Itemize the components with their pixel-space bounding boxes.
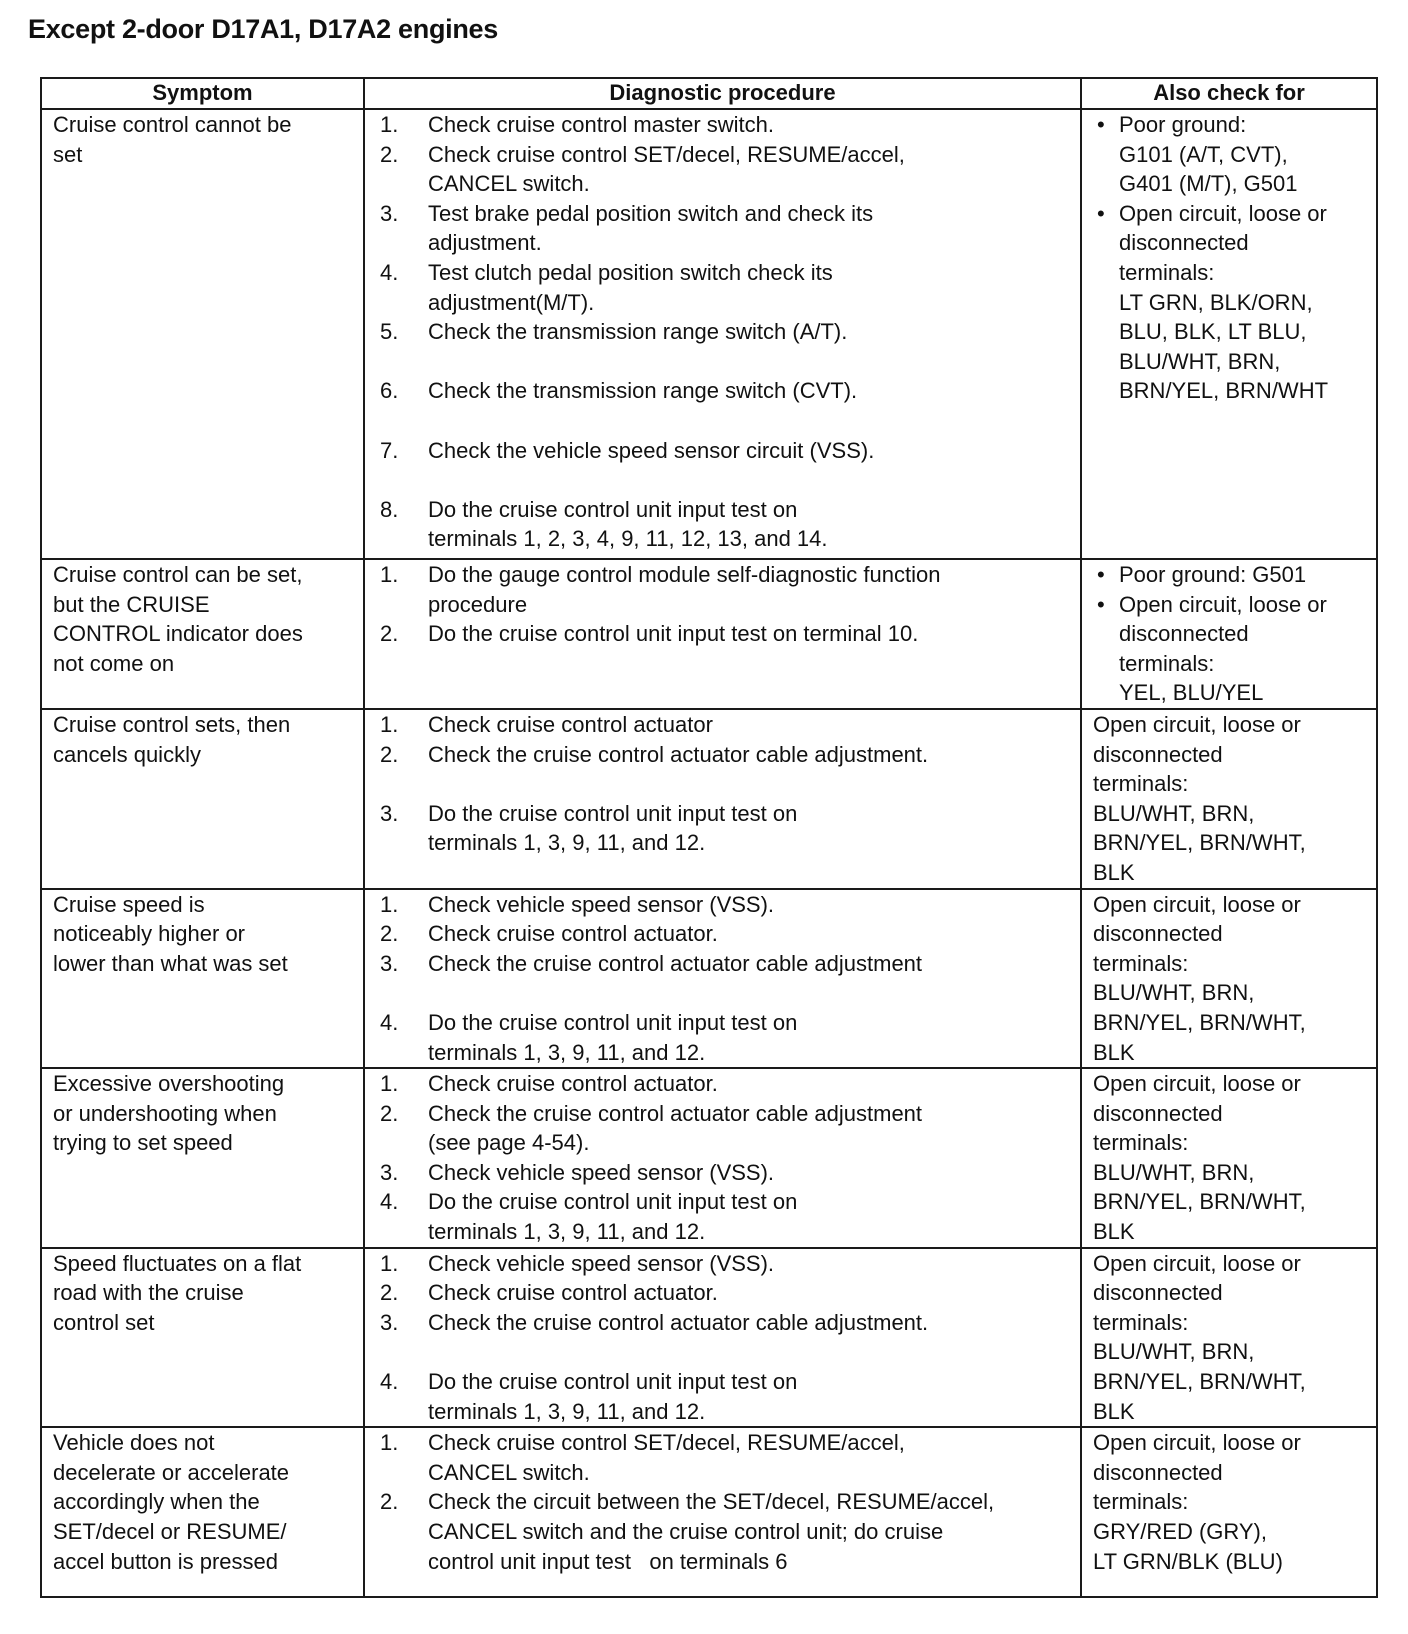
bullet-icon: • (1097, 591, 1105, 617)
also-check-cell (1081, 559, 1377, 709)
step-number: 1. (380, 891, 399, 917)
step-text: Check the vehicle speed sensor circuit (VSS). (428, 437, 875, 463)
step-number: 2. (380, 141, 399, 167)
also-check-text: Open circuit, loose or disconnected terminals: LT GRN, BLK/ORN, BLU, BLK, LT BLU, BLU/WHT, BRN, BRN/YEL, BRN/WHT (1119, 200, 1329, 404)
step-number: 4. (380, 1189, 399, 1215)
also-check-cell: Open circuit, loose or disconnected terminals: BLU/WHT, BRN, BRN/YEL, BRN/WHT, BLK (1081, 709, 1377, 889)
step-number: 3. (380, 800, 399, 826)
bullet-icon: • (1097, 562, 1105, 587)
procedure-step (380, 436, 1074, 466)
procedure-step (380, 1008, 1074, 1067)
step-text: Check the cruise control actuator cable adjustment (see page 4-54). (428, 1100, 923, 1156)
step-number: 4. (380, 1009, 399, 1035)
procedure-step (380, 1069, 1074, 1099)
step-text: Do the cruise control unit input test on terminals 1, 3, 9, 11, and 12. (428, 1369, 798, 1424)
table-header-row (41, 78, 1377, 109)
step-text: Check vehicle speed sensor (VSS). (428, 891, 775, 917)
procedure-cell (364, 1248, 1081, 1428)
step-text: Do the cruise control unit input test on terminal 10. (428, 621, 919, 647)
symptom-cell: Speed fluctuates on a flat road with the cruise control set (41, 1248, 364, 1428)
step-number: 2. (380, 1489, 399, 1515)
step-text: Do the cruise control unit input test on terminals 1, 3, 9, 11, and 12. (428, 800, 798, 856)
step-text: Check cruise control actuator (428, 711, 713, 737)
procedure-cell (364, 559, 1081, 709)
table-row (41, 889, 1377, 1069)
procedure-step (380, 619, 1074, 649)
step-number: 3. (380, 950, 399, 976)
step-text: Check vehicle speed sensor (VSS). (428, 1250, 775, 1276)
step-number: 2. (380, 921, 399, 947)
procedure-cell (364, 1068, 1081, 1248)
step-text: Check cruise control actuator. (428, 1071, 718, 1097)
step-number: 3. (380, 1159, 399, 1185)
procedure-cell (364, 109, 1081, 559)
procedure-step (380, 890, 1074, 920)
symptom-cell: Cruise control sets, then cancels quickly (41, 709, 364, 889)
step-text: Check the transmission range switch (A/T). (428, 319, 848, 345)
also-check-cell (1081, 109, 1377, 559)
also-check-list (1093, 560, 1370, 708)
step-text: Check cruise control actuator. (428, 1280, 718, 1306)
step-text: Check cruise control actuator. (428, 921, 718, 947)
procedure-step (380, 1367, 1074, 1426)
procedure-step (380, 1428, 1074, 1487)
step-number: 4. (380, 259, 399, 285)
step-number: 1. (380, 562, 399, 587)
procedure-list (376, 1069, 1074, 1247)
procedure-list (376, 890, 1074, 1068)
also-check-item (1097, 590, 1370, 708)
step-text: Check the cruise control actuator cable adjustment. (428, 1309, 929, 1335)
step-text: Do the cruise control unit input test on terminals 1, 3, 9, 11, and 12. (428, 1009, 798, 1065)
procedure-step (380, 799, 1074, 858)
step-text: Check the transmission range switch (CVT). (428, 378, 858, 404)
step-text: Do the gauge control module self-diagnostic function procedure (428, 562, 941, 617)
page-title: Except 2-door D17A1, D17A2 engines (28, 14, 498, 44)
procedure-step (380, 1487, 1074, 1576)
step-number: 3. (380, 1309, 399, 1335)
step-text: Check cruise control master switch. (428, 112, 774, 137)
step-number: 1. (380, 112, 399, 137)
step-number: 2. (380, 1100, 399, 1126)
bullet-icon: • (1097, 200, 1105, 226)
header-also-check: Also check for (1081, 78, 1377, 109)
step-number: 1. (380, 711, 399, 737)
step-number: 6. (380, 378, 399, 404)
table-row (41, 709, 1377, 889)
symptom-cell: Cruise control cannot be set (41, 109, 364, 559)
step-number: 3. (380, 200, 399, 226)
symptom-cell: Cruise control can be set, but the CRUISE CONTROL indicator does not come on (41, 559, 364, 709)
procedure-step (380, 199, 1074, 258)
step-text: Check cruise control SET/decel, RESUME/accel, CANCEL switch. (428, 1430, 905, 1485)
step-number: 1. (380, 1071, 399, 1097)
procedure-cell (364, 709, 1081, 889)
procedure-step (380, 560, 1074, 619)
header-symptom: Symptom (41, 78, 364, 109)
procedure-step (380, 140, 1074, 199)
procedure-list (376, 1428, 1074, 1576)
step-text: Check the cruise control actuator cable adjustment. (428, 741, 929, 767)
also-check-text: Poor ground: G501 (1119, 562, 1307, 587)
also-check-list (1093, 110, 1370, 406)
also-check-item (1097, 199, 1370, 406)
step-number: 5. (380, 319, 399, 345)
step-text: Check cruise control SET/decel, RESUME/accel, CANCEL switch. (428, 141, 905, 197)
procedure-step (380, 110, 1074, 140)
table-row (41, 559, 1377, 709)
table-row (41, 109, 1377, 559)
procedure-step (380, 258, 1074, 317)
also-check-item (1097, 560, 1370, 590)
step-text: Test brake pedal position switch and check its adjustment. (428, 200, 874, 256)
procedure-step (380, 949, 1074, 979)
procedure-step (380, 1278, 1074, 1308)
step-text: Check the circuit between the SET/decel, RESUME/accel, CANCEL switch and the cruise control unit; do cruise control unit input test on terminals 6 (428, 1489, 995, 1574)
symptom-cell: Cruise speed is noticeably higher or lower than what was set (41, 889, 364, 1069)
step-text: Do the cruise control unit input test on terminals 1, 3, 9, 11, and 12. (428, 1189, 798, 1245)
procedure-list (376, 110, 1074, 554)
symptom-cell: Vehicle does not decelerate or accelerate accordingly when the SET/decel or RESUME/ accel button is pressed (41, 1427, 364, 1597)
also-check-text: Open circuit, loose or disconnected terminals: YEL, BLU/YEL (1119, 591, 1327, 706)
procedure-cell (364, 889, 1081, 1069)
step-number: 1. (380, 1430, 399, 1456)
also-check-cell: Open circuit, loose or disconnected terminals: BLU/WHT, BRN, BRN/YEL, BRN/WHT, BLK (1081, 1248, 1377, 1428)
diagnostic-table (40, 77, 1378, 1598)
step-number: 2. (380, 621, 399, 647)
procedure-step (380, 317, 1074, 347)
step-text: Test clutch pedal position switch check its adjustment(M/T). (428, 259, 833, 315)
procedure-step (380, 1099, 1074, 1158)
procedure-step (380, 1308, 1074, 1338)
also-check-cell: Open circuit, loose or disconnected terminals: BLU/WHT, BRN, BRN/YEL, BRN/WHT, BLK (1081, 1068, 1377, 1248)
also-check-item (1097, 110, 1370, 199)
procedure-step (380, 1158, 1074, 1188)
step-number: 1. (380, 1250, 399, 1276)
table-row (41, 1248, 1377, 1428)
procedure-step (380, 1249, 1074, 1279)
symptom-cell: Excessive overshooting or undershooting when trying to set speed (41, 1068, 364, 1248)
bullet-icon: • (1097, 112, 1105, 137)
header-procedure: Diagnostic procedure (364, 78, 1081, 109)
procedure-list (376, 710, 1074, 858)
step-text: Do the cruise control unit input test on terminals 1, 2, 3, 4, 9, 11, 12, 13, and 14. (428, 496, 828, 552)
step-text: Check the cruise control actuator cable adjustment (428, 950, 923, 976)
step-number: 2. (380, 741, 399, 767)
procedure-step (380, 376, 1074, 406)
table-row (41, 1068, 1377, 1248)
step-number: 4. (380, 1369, 399, 1395)
also-check-cell: Open circuit, loose or disconnected terminals: BLU/WHT, BRN, BRN/YEL, BRN/WHT, BLK (1081, 889, 1377, 1069)
procedure-step (380, 740, 1074, 770)
procedure-step (380, 495, 1074, 554)
step-number: 8. (380, 496, 399, 522)
also-check-cell: Open circuit, loose or disconnected terminals: GRY/RED (GRY), LT GRN/BLK (BLU) (1081, 1427, 1377, 1597)
procedure-list (376, 560, 1074, 649)
procedure-list (376, 1249, 1074, 1427)
procedure-cell (364, 1427, 1081, 1597)
step-text: Check vehicle speed sensor (VSS). (428, 1159, 775, 1185)
procedure-step (380, 1187, 1074, 1246)
procedure-step (380, 919, 1074, 949)
step-number: 7. (380, 437, 399, 463)
step-number: 2. (380, 1280, 399, 1306)
table-row (41, 1427, 1377, 1597)
procedure-step (380, 710, 1074, 740)
also-check-text: Poor ground: G101 (A/T, CVT), G401 (M/T), G501 (1119, 112, 1298, 197)
